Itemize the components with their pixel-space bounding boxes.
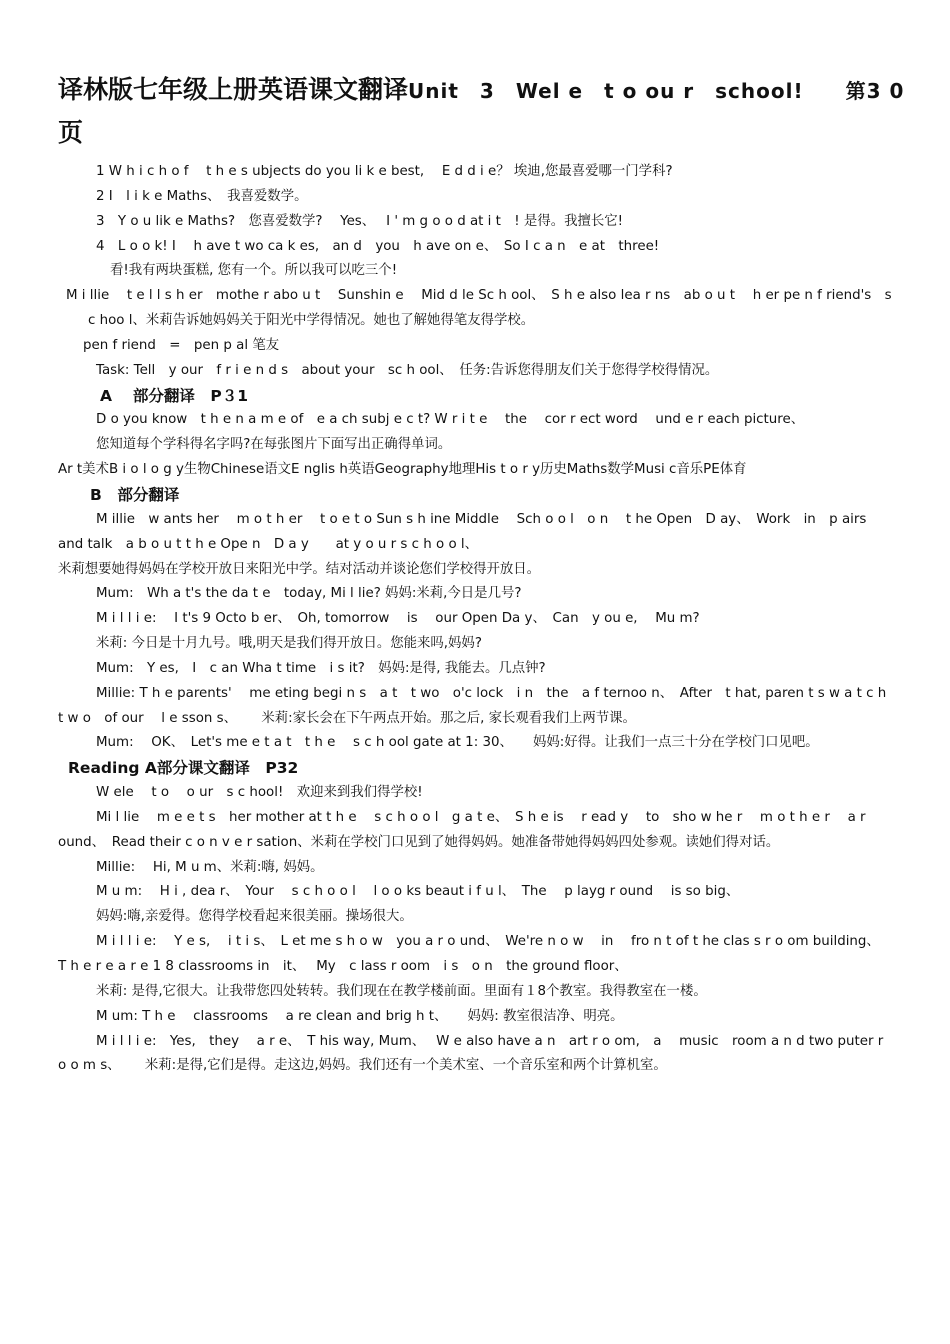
vocab-note: pen f riend = pen p al 笔友 — [83, 337, 280, 353]
dialogue-line: M i l l i e: I t's 9 Octo b er、 Oh, tomorrow is our Open Da y、 Can y ou e, Mu m? — [96, 611, 700, 627]
section-b-heading: B 部分翻译 — [90, 485, 180, 504]
reading-intro: Mi l lie m e e t s her mother at t h e s c h o o l g a t e、 S h e is r ead y to sho w he r m o t h e r a r ound、 Read their c o n v e r sation、米莉在学校门口见到了她得妈妈。她准备带她得妈妈四处参观。读她们得对话。 — [58, 809, 866, 850]
dialogue-line: M um: T h e classrooms a re clean and brig h t、 妈妈: 教室很洁净、明亮。 — [96, 1008, 624, 1024]
dialogue-line: M i l l i e: Yes, they a r e、 T his way, Mum、 W e also have a n art r o om, a music room a n d two puter r o o m s、 米莉:是得,它们是得。走这边,妈妈。我们还有一个美术室、一个音乐室和两个计算机室。 — [58, 1033, 884, 1074]
dialogue-line: Millie: T h e parents' me eting begi n s a t t wo o'c lock i n the a f ternoo n、 After t hat, paren t s w a t c h t w o of our l e sson s、 米莉:家长会在下午两点开始。那之后, 家长观看我们上两节课。 — [58, 685, 900, 726]
document-title — [58, 70, 918, 156]
question-line-4: 4 L o o k! I h ave t wo ca k es, an d you h ave on e、 So I c a n e at three! — [96, 238, 660, 254]
dialogue-line: 米莉: 今日是十月九号。哦,明天是我们得开放日。您能来吗,妈妈? — [96, 636, 482, 652]
reading-heading: Reading A部分课文翻译 P32 — [68, 759, 299, 778]
reading-title: W ele t o o ur s c hool! 欢迎来到我们得学校! — [96, 785, 423, 801]
dialogue-line: Mum: Wh a t's the da t e today, Mi l lie? 妈妈:米莉,今日是几号? — [96, 586, 522, 602]
title-page-suffix: 页 — [58, 118, 84, 147]
title-chinese: 译林版七年级上册英语课文翻译 — [58, 75, 409, 104]
subject-list: Ar t美术B i o l o g y生物Chinese语文E nglis h英语Geography地理His t o r y历史Maths数学Musi c音乐PE体育 — [58, 462, 747, 478]
question-line-1: 1 W h i c h o f t h e s ubjects do you li k e best, E d d i e？ 埃迪,您最喜爱哪一门学科? — [96, 164, 673, 179]
intro-paragraph: M i llie t e l l s h er mothe r abo u t Sunshin e Mid d le Sc h ool、 S h e also lea r ns ab o u t h er pe n f riend's s c hoo l、米莉告诉她妈妈关于阳光中学得情况。她也了解她得笔友得学校。 — [66, 288, 892, 329]
title-english: Unit 3 Wel e t o ou r school! 第3 0 — [408, 79, 905, 103]
dialogue-line: 米莉: 是得,它很大。让我带您四处转转。我们现在在教学楼前面。里面有１8个教室。我得教室在一楼。 — [96, 983, 707, 999]
section-a-instruction: D o you know t h e n a m e of e a ch subj e c t? W r i t e the cor r ect word und e r each picture、 — [96, 412, 805, 428]
question-line-3: 3 Y o u lik e Maths? 您喜爱数学? Yes、 I ' m g o o d at i t ! 是得。我擅长它! — [96, 213, 624, 229]
dialogue-line: Millie: Hi, M u m、米莉:嗨, 妈妈。 — [96, 859, 324, 875]
question-line-2: 2 I l i k e Maths、 我喜爱数学。 — [96, 188, 308, 204]
section-a-heading: A 部分翻译 P３1 — [100, 386, 249, 405]
question-line-4-translation: 看!我有两块蛋糕, 您有一个。所以我可以吃三个! — [110, 263, 398, 279]
dialogue-line: 妈妈:嗨,亲爱得。您得学校看起来很美丽。操场很大。 — [96, 909, 413, 925]
dialogue-line: Mum: OK、 Let's me e t a t t h e s c h ool gate at 1: 30、 妈妈:好得。让我们一点三十分在学校门口见吧。 — [96, 735, 819, 751]
task-line: Task: Tell y our f r i e n d s about your sc h ool、 任务:告诉您得朋友们关于您得学校得情况。 — [96, 362, 719, 378]
section-a-translation: 您知道每个学科得名字吗?在每张图片下面写出正确得单词。 — [96, 437, 452, 453]
dialogue-line: M i l l i e: Y e s, i t i s、 L et me s h o w you a r o und、 We're n o w in fro n t of t he clas s r o om building、 T h e r e a r e 1 8 classrooms in it、 My c lass r oom i s o n the ground floor、 — [58, 934, 891, 974]
section-b-translation: 米莉想要她得妈妈在学校开放日来阳光中学。结对活动并谈论您们学校得开放日。 — [58, 561, 541, 577]
dialogue-line: Mum: Y es, I c an Wha t time i s it? 妈妈:是得, 我能去。几点钟? — [96, 660, 546, 676]
dialogue-line: M u m: H i , dea r、 Your s c h o o l l o o ks beaut i f u l、 The p layg r ound is so big、 — [96, 884, 740, 900]
section-b-instruction: M illie w ants her m o t h er t o e t o Sun s h ine Middle Sch o o l o n t he Open D ay、 Work in p airs and talk a b o u t t h e Ope n D a y at y o u r s c h o o l、 — [58, 511, 880, 552]
document-body — [58, 160, 900, 1079]
